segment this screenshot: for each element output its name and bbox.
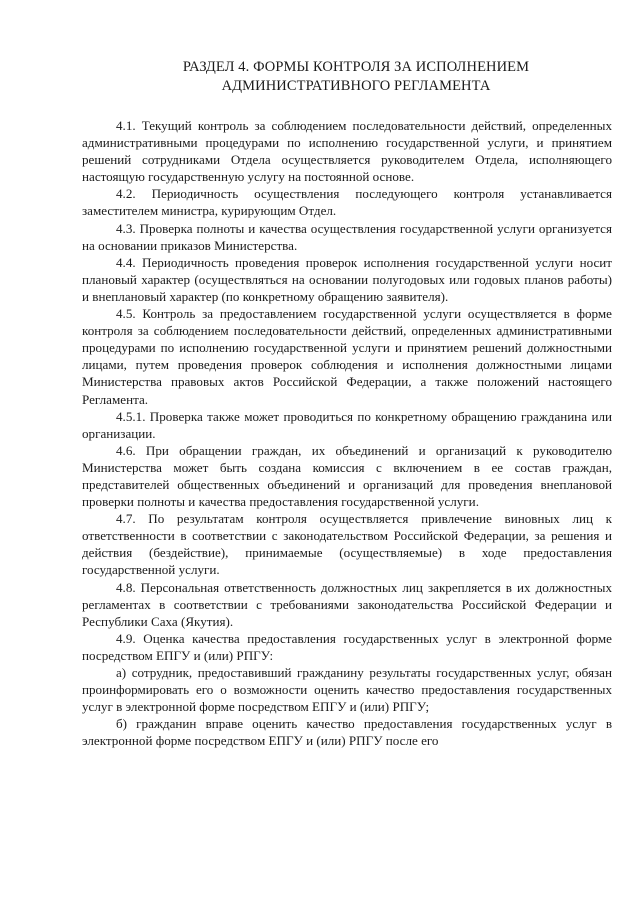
paragraph-4-7: 4.7. По результатам контроля осуществляется привлечение виновных лиц к ответственности в соответствии с законодательством Российской Федерации, за решения и действия (бездействие), принимаемые (осуществляемые) в ходе предоставления государственной услуги. xyxy=(82,511,612,578)
paragraph-4-2: 4.2. Периодичность осуществления последующего контроля устанавливается заместителем министра, курирующим Отдел. xyxy=(82,186,612,219)
heading-line-1: РАЗДЕЛ 4. ФОРМЫ КОНТРОЛЯ ЗА ИСПОЛНЕНИЕМ xyxy=(182,59,530,75)
paragraph-4-6: 4.6. При обращении граждан, их объединений и организаций к руководителю Министерства может быть создана комиссия с включением в ее состав граждан, представителей общественных объединений и организаций для проведения внеплановой проверки полноты и качества предоставления государственной услуги. xyxy=(82,442,612,510)
paragraph-4-9-a: а) сотрудник, предоставивший гражданину результаты государственных услуг, обязан проинформировать его о возможности оценить качество предоставления государственных услуг в электронной форме посредством ЕПГУ и (или) РПГУ; xyxy=(82,665,612,715)
heading-line-2: АДМИНИСТРАТИВНОГО РЕГЛАМЕНТА xyxy=(221,78,491,94)
paragraph-4-5-1: 4.5.1. Проверка также может проводиться по конкретному обращению гражданина или организации. xyxy=(82,408,612,441)
paragraph-4-4: 4.4. Периодичность проведения проверок исполнения государственной услуги носит плановый характер (осуществляться на основании полугодовых или годовых планов работы) и внеплановый характер (по конкретному обращению заявителя). xyxy=(82,254,612,304)
paragraph-4-3: 4.3. Проверка полноты и качества осуществления государственной услуги организуется на основании приказов Министерства. xyxy=(82,220,612,253)
section-heading xyxy=(82,58,612,96)
paragraph-4-8: 4.8. Персональная ответственность должностных лиц закрепляется в их должностных регламентах в соответствии с требованиями законодательства Российской Федерации и Республики Саха (Якутия). xyxy=(82,579,612,629)
paragraph-4-5: 4.5. Контроль за предоставлением государственной услуги осуществляется в форме контроля за соблюдением последовательности действий, определенных административными процедурами по исполнению государственной услуги и принятием решений должностными лицами, путем проведения проверок соблюдения и исполнения должностными лицами Министерства правовых актов Российской Федерации, а также положений настоящего Регламента. xyxy=(82,306,612,407)
paragraph-4-1: 4.1. Текущий контроль за соблюдением последовательности действий, определенных административными процедурами по исполнению государственной услуги, и принятием решений сотрудниками Отдела осуществляется руководителем Отдела, исполняющего настоящую государственную услугу на постоянной основе. xyxy=(82,118,612,185)
paragraph-4-9-b: б) гражданин вправе оценить качество предоставления государственных услуг в электронной форме посредством ЕПГУ и (или) РПГУ после его xyxy=(82,716,612,749)
document-body xyxy=(82,117,612,749)
paragraph-4-9: 4.9. Оценка качества предоставления государственных услуг в электронной форме посредством ЕПГУ и (или) РПГУ: xyxy=(82,630,612,663)
